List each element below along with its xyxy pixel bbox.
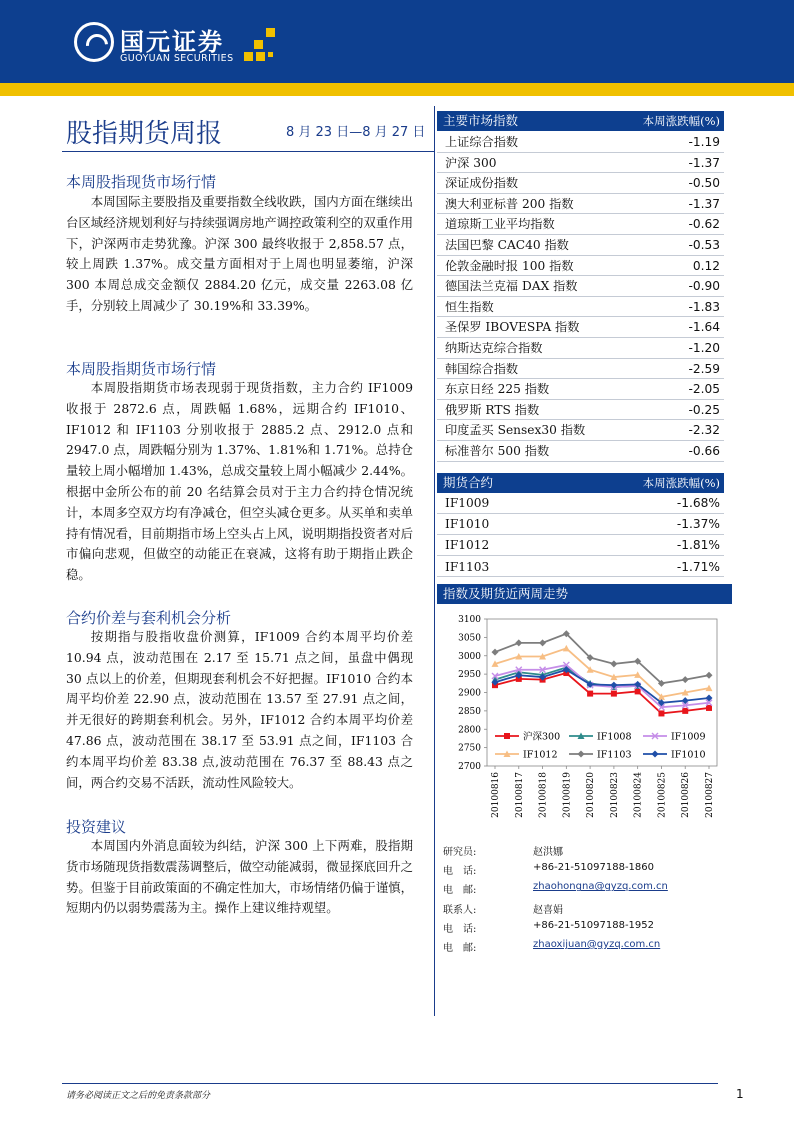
- index-name: 恒生指数: [445, 299, 494, 314]
- report-date: 8 月 23 日—8 月 27 日: [286, 125, 426, 140]
- index-name: 沪深 300: [445, 155, 497, 170]
- futures-contract: IF1012: [445, 538, 490, 553]
- footer-disclaimer: 请务必阅读正文之后的免责条款部分: [66, 1091, 211, 1101]
- section-body: 本周国际主要股指及重要指数全线收跌，国内方面在继续出台区域经济规划利好与持续强调房地产调控政策利空的双重作用下，沪深两市走势犹豫。沪深 300 最终收报于 2,858.57 点，较上周跌 1.37%。成交量方面相对于上周也明显萎缩，沪深 300 本周总成交金额仅 2884.20 亿元，成交量 2263.08 亿手，分别较上周减少了 30.19%和 33.39%。: [66, 194, 413, 313]
- y-tick-label: 3000: [458, 651, 481, 662]
- index-change: -0.62: [688, 217, 720, 232]
- header-accent-strip: [0, 83, 794, 96]
- data-point: [504, 733, 510, 739]
- legend-label: 沪深300: [523, 731, 561, 743]
- index-table-row: [437, 256, 724, 277]
- index-change: -0.90: [688, 279, 720, 294]
- index-change: -0.25: [688, 402, 720, 417]
- futures-table-col2: 本周涨跌幅(%): [642, 476, 720, 490]
- section-body: 本周国内外消息面较为纠结，沪深 300 上下两难，股指期货市场随现货指数震荡调整后，做空动能减弱，微显探底回升之势。但鉴于目前政策面的不确定性加大，市场情绪仍偏于谨慎，短期内仍以弱势震荡为主。操作上建议维持观望。: [66, 838, 413, 916]
- index-change: -1.37: [688, 155, 720, 170]
- data-point: [658, 710, 664, 716]
- index-table-row: [437, 153, 724, 174]
- y-tick-label: 3100: [458, 615, 481, 625]
- contact-label: 电 话:: [443, 866, 477, 878]
- x-tick-label: 20100827: [705, 772, 715, 818]
- contact-label: 联系人:: [443, 904, 477, 916]
- section-body: 按期指与股指收盘价测算，IF1009 合约本周平均价差 10.94 点，波动范围在 2.17 至 15.71 点之间，虽盘中偶现 30 点以上的价差，但期现套利机会不好把握。IF1010 合约本周平均价差 22.90 点，波动范围在 13.57 至 27.91 点之间，并无很好的跨期套利机会。另外，IF1012 合约本周平均价差 47.86 点，波动范围在 38.17 至 53.91 点之间，IF1103 合约本周平均价差 83.38 点,波动范围在 76.37 至 88.43 点之间，两合约交易不活跃，流动性风险较大。: [66, 629, 413, 790]
- index-table-row: [437, 379, 724, 400]
- index-name: 标准普尔 500 指数: [445, 444, 550, 458]
- y-tick-label: 2850: [458, 706, 481, 717]
- logo-squares-icon: [244, 28, 284, 68]
- data-point: [587, 691, 593, 697]
- header-bar: [0, 0, 794, 83]
- index-change: -1.20: [688, 341, 720, 355]
- index-change: -2.32: [688, 423, 720, 438]
- contact-label: 研究员:: [443, 847, 477, 858]
- index-change: -1.64: [688, 320, 720, 335]
- index-name: 俄罗斯 RTS 指数: [445, 402, 540, 417]
- index-name: 韩国综合指数: [445, 361, 519, 376]
- legend-label: IF1009: [671, 731, 706, 743]
- contact-label: 电 邮:: [443, 885, 477, 897]
- x-tick-label: 20100817: [514, 772, 525, 818]
- futures-contract: IF1009: [445, 496, 490, 510]
- index-table-row: [437, 338, 724, 359]
- futures-table-row: [437, 557, 724, 578]
- index-table-row: [437, 194, 724, 215]
- index-name: 德国法兰克福 DAX 指数: [445, 279, 578, 294]
- futures-table-row: [437, 535, 724, 556]
- index-table-row: [437, 235, 724, 256]
- x-tick-label: 20100826: [681, 772, 692, 818]
- index-change: -1.37: [688, 196, 720, 211]
- data-point: [635, 688, 641, 694]
- section-heading: 本周股指期货市场行情: [66, 360, 217, 378]
- index-change: -2.05: [688, 382, 720, 397]
- contact-email-link[interactable]: zhaoxijuan@gyzq.com.cn: [533, 939, 661, 950]
- page-number: 1: [736, 1087, 744, 1101]
- legend-label: IF1012: [523, 749, 558, 761]
- index-table-row: [437, 441, 724, 462]
- legend-label: IF1010: [671, 749, 706, 761]
- index-name: 上证综合指数: [445, 135, 519, 149]
- footer-divider: [62, 1083, 718, 1084]
- futures-change: -1.81%: [676, 538, 720, 553]
- index-change: 0.12: [692, 258, 720, 273]
- title-divider: [62, 151, 434, 152]
- index-name: 印度孟买 Sensex30 指数: [445, 423, 586, 438]
- contact-value: +86-21-51097188-1860: [533, 862, 655, 874]
- trend-chart-svg: [437, 606, 732, 834]
- index-table-row: [437, 400, 724, 421]
- index-change: -0.53: [688, 238, 720, 252]
- data-point: [682, 708, 688, 714]
- data-point: [611, 691, 617, 697]
- section-heading: 本周股指现货市场行情: [66, 173, 217, 191]
- contact-label: 电 话:: [443, 923, 477, 935]
- futures-table-header: [437, 473, 724, 493]
- trend-chart: [437, 606, 732, 838]
- index-change: -1.19: [688, 135, 720, 149]
- index-name: 伦敦金融时报 100 指数: [445, 258, 574, 273]
- y-tick-label: 3050: [458, 633, 481, 644]
- y-tick-label: 2950: [458, 670, 481, 681]
- index-name: 深证成份指数: [445, 176, 519, 191]
- x-tick-label: 20100819: [562, 772, 573, 818]
- index-name: 圣保罗 IBOVESPA 指数: [445, 320, 580, 335]
- section-body: 本周股指期货市场表现弱于现货指数，主力合约 IF1009 收报于 2872.6 点，周跌幅 1.68%，远期合约 IF1010、IF1012 和 IF1103 分别收报于 2885.2 点、2912.0 点和 2947.0 点，周跌幅分别为 1.37%、1.81%和 1.71%。总持仓量较上周小幅增加 1.43%，总成交量较上周小幅减少 2.44%。根据中金所公布的前 20 名结算会员对于主力合约持仓情况统计，本周多空双方均有净减仓，但空头减仓更多。从买单和卖单持有情况看，目前期指市场上空头占上风，说明期指投资者对后市偏向悲观，但做空的动能正在衰减，这将有助于期指止跌企稳。: [66, 380, 413, 583]
- futures-change: -1.68%: [676, 496, 720, 510]
- index-table-col1: 主要市场指数: [443, 113, 519, 128]
- index-change: -1.83: [688, 299, 720, 314]
- index-table-col2: 本周涨跌幅(%): [642, 114, 720, 128]
- logo-text: 国元证券: [120, 28, 224, 56]
- y-tick-label: 2750: [458, 743, 481, 754]
- y-tick-label: 2900: [458, 688, 481, 699]
- contact-label: 电 邮:: [443, 943, 477, 954]
- section-heading: 投资建议: [66, 818, 127, 836]
- index-name: 道琼斯工业平均指数: [445, 217, 555, 232]
- index-table-header: [437, 111, 724, 131]
- index-table-row: [437, 132, 724, 153]
- index-change: -0.50: [688, 176, 720, 191]
- column-divider: [434, 106, 435, 1016]
- x-tick-label: 20100824: [633, 772, 644, 818]
- chart-title: 指数及期货近两周走势: [437, 584, 732, 604]
- x-tick-label: 20100820: [586, 772, 597, 818]
- index-name: 纳斯达克综合指数: [445, 341, 543, 355]
- contact-value: 赵洪娜: [533, 847, 563, 858]
- futures-contract: IF1103: [445, 559, 490, 574]
- index-table-row: [437, 420, 724, 441]
- index-name: 东京日经 225 指数: [445, 382, 550, 397]
- index-table-row: [437, 359, 724, 380]
- index-table-row: [437, 297, 724, 318]
- y-tick-label: 2700: [458, 762, 481, 772]
- futures-table-row: [437, 493, 724, 514]
- report-title: 股指期货周报: [66, 119, 223, 149]
- legend-label: IF1103: [597, 749, 632, 761]
- contact-value: +86-21-51097188-1952: [533, 919, 655, 931]
- x-tick-label: 20100816: [491, 772, 501, 818]
- y-tick-label: 2800: [458, 725, 481, 736]
- futures-change: -1.71%: [676, 559, 720, 574]
- futures-table-col1: 期货合约: [443, 475, 494, 490]
- index-name: 法国巴黎 CAC40 指数: [445, 238, 569, 252]
- x-tick-label: 20100818: [538, 772, 549, 818]
- index-table-row: [437, 173, 724, 194]
- contact-email-link[interactable]: zhaohongna@gyzq.com.cn: [533, 881, 668, 893]
- futures-contract: IF1010: [445, 517, 490, 532]
- index-name: 澳大利亚标普 200 指数: [445, 196, 574, 211]
- futures-change: -1.37%: [676, 517, 720, 532]
- legend-label: IF1008: [597, 731, 632, 743]
- futures-table-row: [437, 514, 724, 535]
- index-change: -0.66: [688, 444, 720, 458]
- section-heading: 合约价差与套利机会分析: [66, 609, 232, 627]
- x-tick-label: 20100825: [657, 772, 668, 818]
- index-table-row: [437, 317, 724, 338]
- index-table-row: [437, 276, 724, 297]
- index-table-row: [437, 214, 724, 235]
- logo-subtext: GUOYUAN SECURITIES: [120, 53, 234, 64]
- contact-value: 赵喜娟: [533, 904, 563, 916]
- index-change: -2.59: [688, 361, 720, 376]
- x-tick-label: 20100823: [609, 772, 620, 818]
- logo-icon: [74, 22, 114, 62]
